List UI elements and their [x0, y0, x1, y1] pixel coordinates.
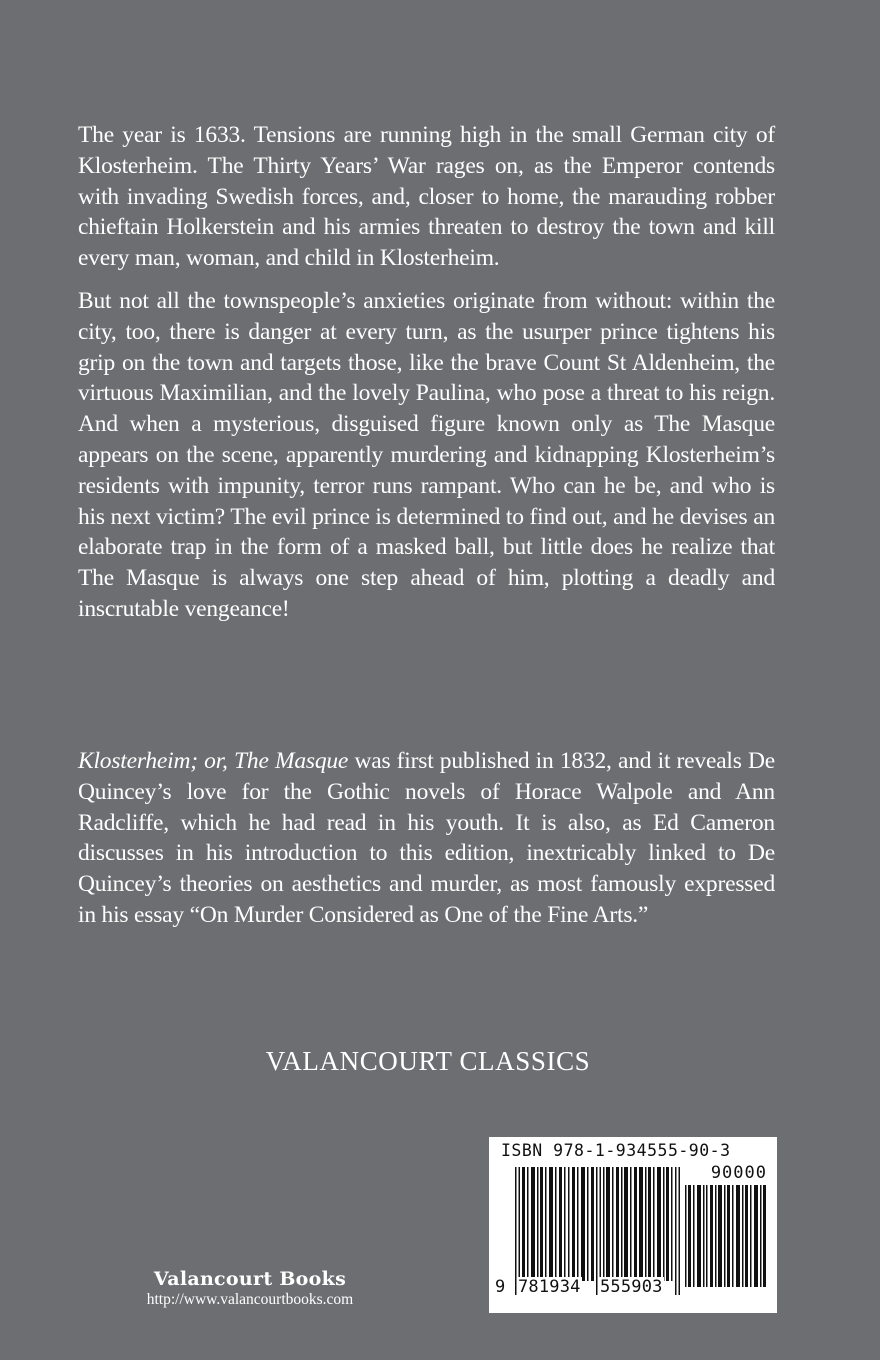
blurb-text: But not all the townspeople’s anxieties originate from without: within the city, too, there is danger at every turn, as the usurper prince tightens his grip on the town and targets those, like the brave Count St Aldenheim, the virtuous Maximilian, and the lovely Paulina, who pose a threat to his reign. And when a mysterious, disguised figure known only as The Masque appears on the scene, apparently murdering and kidnapping Klosterheim’s residents with impunity, terror runs rampant. Who can he be, and who is his next victim? The evil prince is determined to find out, and he devises an elaborate trap in the form of a masked ball, but little does he realize that The Masque is always one step ahead of him, plotting a deadly and inscrutable vengeance!: [78, 288, 775, 622]
blurb-paragraph-3: [78, 746, 775, 931]
publisher-url: http://www.valancourtbooks.com: [146, 1291, 354, 1308]
blurb-text: [78, 746, 775, 931]
isbn-label: ISBN 978-1-934555-90-3: [501, 1141, 731, 1160]
price-addon-bars-icon: [685, 1185, 767, 1287]
ean-first-digit: 9: [495, 1277, 506, 1297]
blurb-paragraph-2: [78, 286, 775, 625]
price-code: 90000: [710, 1163, 767, 1183]
publisher-name: Valancourt Books: [153, 1268, 347, 1290]
ean-digits-left: 781934: [518, 1277, 581, 1297]
blurb-text: The year is 1633. Tensions are running high in the small German city of Klosterheim. The Thirty Years’ War rages on, as the Emperor contends with invading Swedish forces, and, closer to home, the marauding robber chieftain Holkerstein and his armies threaten to destroy the town and kill every man, woman, and child in Klosterheim.: [78, 122, 775, 272]
ean13-bars-icon: [515, 1167, 683, 1295]
book-title-italic: Klosterheim; or, The Masque: [78, 748, 349, 774]
isbn-barcode: [489, 1137, 777, 1313]
series-label: VALANCOURT CLASSICS: [265, 1046, 591, 1076]
publisher-block: [90, 1268, 410, 1310]
ean-digits-right: 555903: [600, 1277, 663, 1297]
blurb-paragraph-1: [78, 120, 775, 274]
publication-history-text: was first published in 1832, and it reveals De Quincey’s love for the Gothic novels of Horace Walpole and Ann Radcliffe, which he had read in his youth. It is also, as Ed Cameron discusses in his introduction to this edition, inextricably linked to De Quincey’s theories on aesthetics and murder, as most famously expressed in his essay “On Murder Considered as One of the Fine Arts.”: [78, 748, 775, 928]
